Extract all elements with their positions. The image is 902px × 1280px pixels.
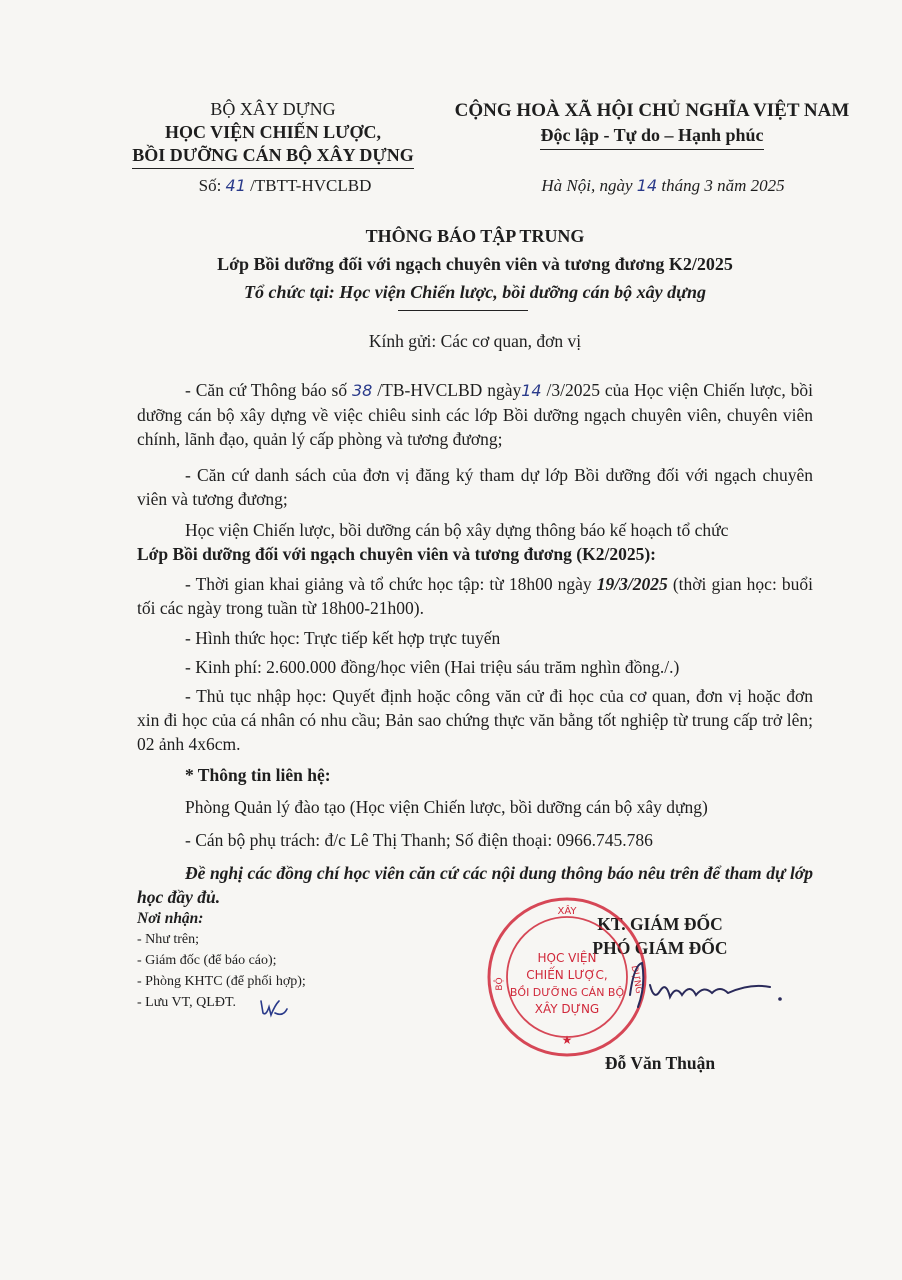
number-handwritten: 41 (225, 176, 246, 195)
seal-right-text: DỰNG (628, 964, 644, 995)
handwritten-initials (257, 995, 291, 1021)
seal-left-text: BỘ (495, 977, 505, 991)
p1-handwritten-day: 14 (521, 381, 542, 400)
ministry-name: BỘ XÂY DỰNG (210, 99, 336, 119)
number-prefix: Số: (198, 176, 226, 195)
seal-star-icon: ★ (561, 1033, 573, 1047)
title-divider (398, 310, 528, 311)
distribution-heading: Nơi nhận: (137, 910, 204, 927)
date-day-handwritten: 14 (636, 176, 658, 195)
issuer-header (108, 98, 438, 169)
academy-name-line1: HỌC VIỆN CHIẾN LƯỢC, (164, 122, 382, 142)
announcement-text: Học viện Chiến lược, bồi dưỡng cán bộ xây dựng thông báo kế hoạch tổ chức (185, 520, 729, 540)
paragraph-fee: - Kinh phí: 2.600.000 đồng/học viên (Hai triệu sáu trăm nghìn đồng./.) (185, 657, 680, 677)
contact-heading: * Thông tin liên hệ: (185, 765, 331, 785)
seal-line4: XÂY DỰNG (534, 1002, 600, 1016)
paragraph-schedule (137, 572, 813, 620)
paragraph-announcement (137, 518, 813, 542)
schedule-text-a: - Thời gian khai giảng và tổ chức học tập: từ 18h00 ngày (185, 574, 597, 594)
academy-name-line2: BỒI DƯỠNG CÁN BỘ XÂY DỰNG (132, 144, 414, 169)
signer-name: Đỗ Văn Thuận (604, 1053, 716, 1073)
paragraph-basis-1 (137, 378, 813, 451)
p1-part-c: /3/2025 của Học viện Chiến lược, bồi dưỡng cán bộ xây dựng về việc chiêu sinh các lớp Bồi dưỡng ngạch chuyên viên, chuyên viên chính, lãnh đạo, quản lý cấp phòng và tương đương; (137, 380, 813, 449)
distribution-item: - Phòng KHTC (để phối hợp); (137, 974, 306, 989)
seal-line3: BỒI DƯỠNG CÁN BỘ (509, 986, 625, 999)
contact-person: - Cán bộ phụ trách: đ/c Lê Thị Thanh; Số điện thoại: 0966.745.786 (185, 830, 653, 850)
p1-handwritten-number: 38 (352, 381, 373, 400)
notice-subtitle: Lớp Bồi dưỡng đối với ngạch chuyên viên và tương đương K2/2025 (217, 254, 733, 274)
p1-part-a: - Căn cứ Thông báo số (185, 380, 352, 400)
seal-top-text: XÂY (557, 906, 577, 917)
recipient-line: Kính gửi: Các cơ quan, đơn vị (368, 331, 582, 351)
date-suffix: tháng 3 năm 2025 (657, 176, 785, 195)
schedule-text-b: (thời gian học: buổi tối các ngày trong tuần từ 18h00-21h00). (137, 574, 813, 618)
schedule-date: 19/3/2025 (596, 574, 668, 594)
signature-line1: KT. GIÁM ĐỐC (597, 914, 723, 934)
paragraph-admission: - Thủ tục nhập học: Quyết định hoặc công văn cử đi học của cơ quan, đơn vị hoặc đơn xin đi học của cá nhân có nhu cầu; Bản sao chứng thực văn bằng tốt nghiệp từ trung cấp trở lên; 02 ảnh 4x6cm. (137, 686, 813, 754)
document-number (160, 176, 410, 196)
distribution-item: - Lưu VT, QLĐT. (137, 995, 236, 1010)
country-name: CỘNG HOÀ XÃ HỘI CHỦ NGHĨA VIỆT NAM (454, 100, 850, 121)
notice-venue: Tổ chức tại: Học viện Chiến lược, bồi dưỡng cán bộ xây dựng (244, 282, 706, 302)
number-suffix: /TBTT-HVCLBD (245, 176, 372, 195)
distribution-item: - Như trên; (137, 932, 200, 947)
national-motto: Độc lập - Tự do – Hạnh phúc (540, 123, 763, 150)
paragraph-format: - Hình thức học: Trực tiếp kết hợp trực tuyến (185, 628, 501, 648)
seal-line1: HỌC VIỆN (537, 951, 597, 965)
seal-line2: CHIẾN LƯỢC, (526, 968, 608, 982)
place-date (498, 176, 828, 196)
contact-office: Phòng Quản lý đào tạo (Học viện Chiến lược, bồi dưỡng cán bộ xây dựng) (185, 797, 708, 817)
paragraph-basis-2: - Căn cứ danh sách của đơn vị đăng ký tham dự lớp Bồi dưỡng đối với ngạch chuyên viên và tương đương; (137, 465, 813, 509)
distribution-item: - Giám đốc (để báo cáo); (137, 953, 277, 968)
national-header (432, 98, 872, 150)
class-name-bold: Lớp Bồi dưỡng đối với ngạch chuyên viên và tương đương (K2/2025): (137, 544, 657, 564)
date-prefix: Hà Nội, ngày (541, 176, 637, 195)
signature-line2: PHÓ GIÁM ĐỐC (592, 938, 728, 958)
handwritten-signature (620, 955, 800, 1025)
notice-title: THÔNG BÁO TẬP TRUNG (365, 226, 585, 246)
p1-part-b: /TB-HVCLBD ngày (372, 380, 522, 400)
closing-request: Đề nghị các đồng chí học viên căn cứ các nội dung thông báo nêu trên để tham dự lớp học đầy đủ. (137, 863, 813, 907)
title-block (100, 222, 850, 306)
